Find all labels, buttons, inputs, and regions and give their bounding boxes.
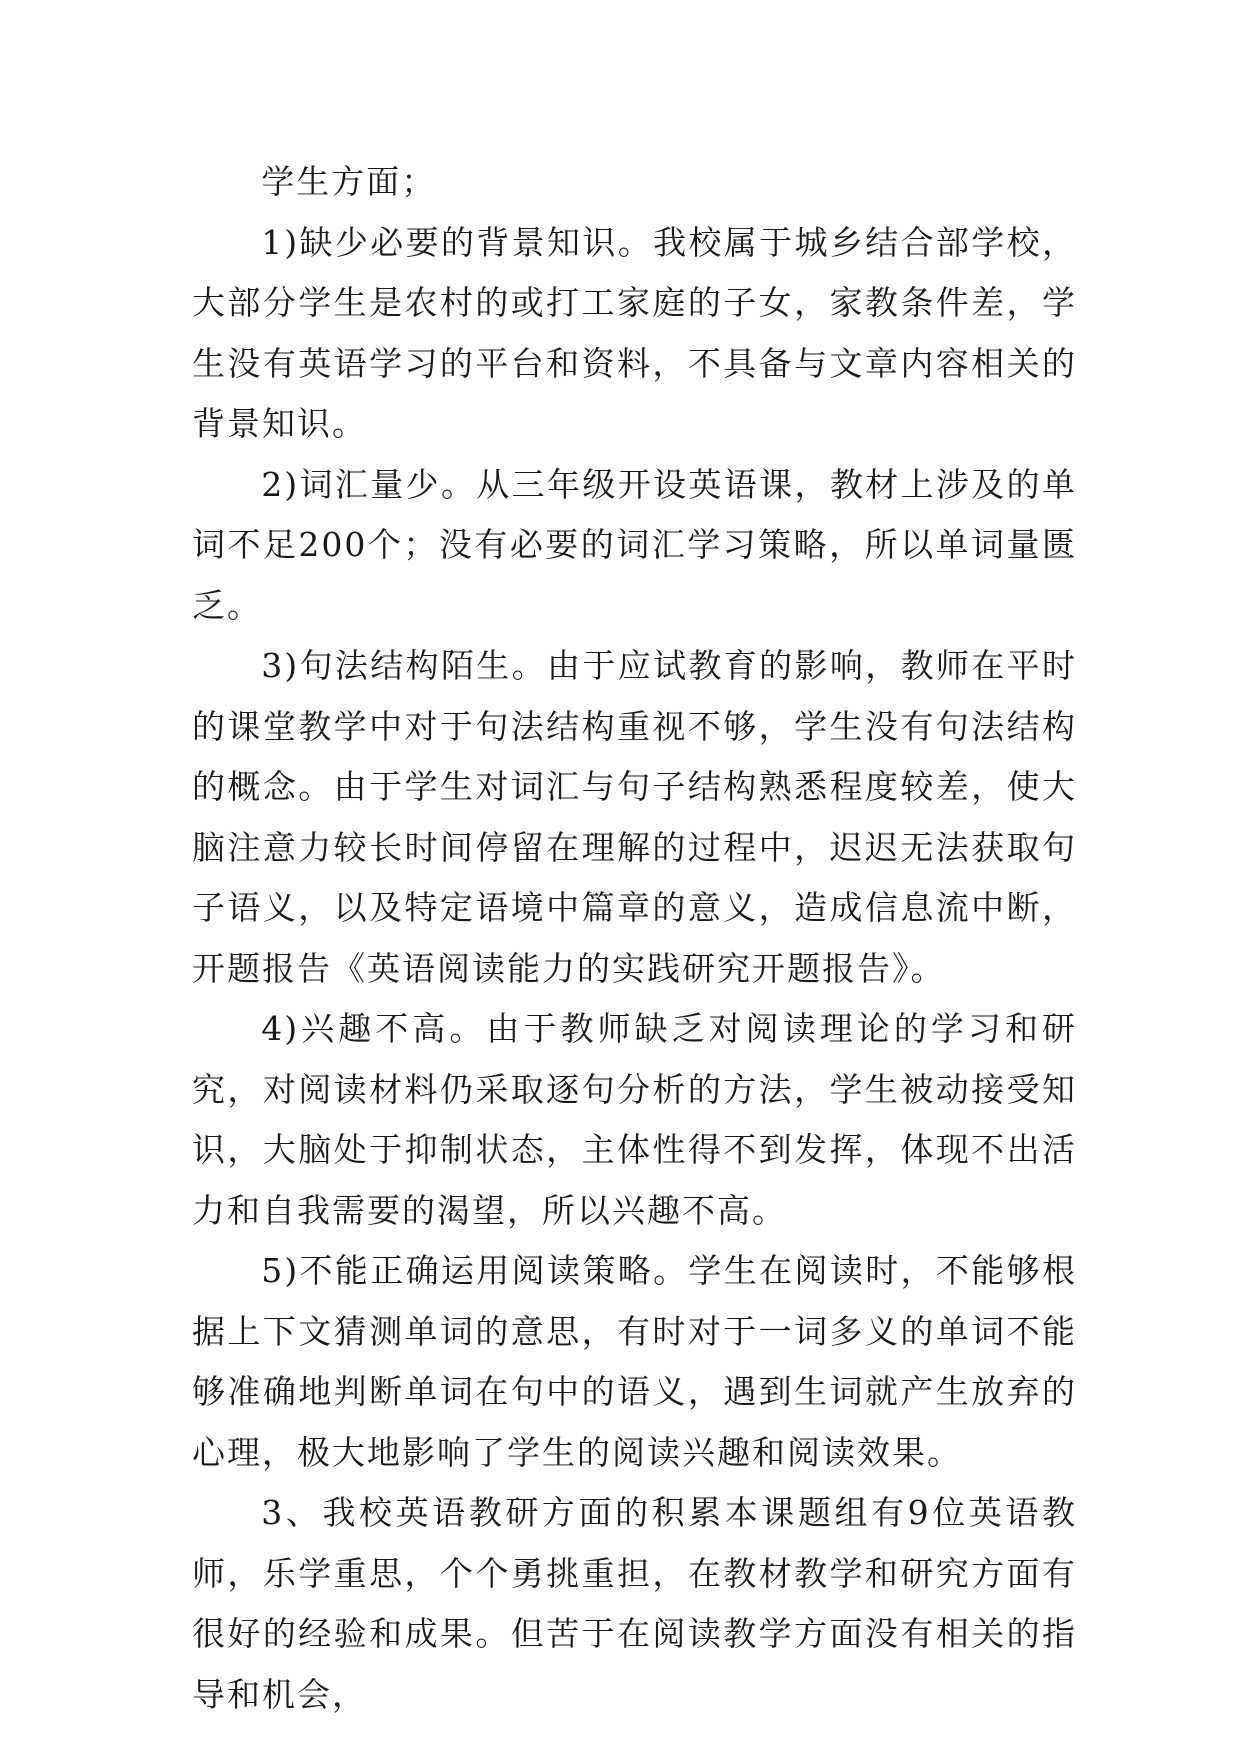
paragraph-syntax: 3)句法结构陌生。由于应试教育的影响，教师在平时的课堂教学中对于句法结构重视不够，学生没有句法结构的概念。由于学生对词汇与句子结构熟悉程度较差，使大脑注意力较长时间停留在理解的过程中，迟迟无法获取句子语义，以及特定语境中篇章的意义，造成信息流中断，开题报告《英语阅读能力的实践研究开题报告》。 (192, 646, 1077, 988)
paragraph-interest: 4)兴趣不高。由于教师缺乏对阅读理论的学习和研究，对阅读材料仍采取逐句分析的方法，学生被动接受知识，大脑处于抑制状态，主体性得不到发挥，体现不出活力和自我需要的渴望，所以兴趣不高。 (192, 1009, 1077, 1230)
paragraph-background-knowledge: 1)缺少必要的背景知识。我校属于城乡结合部学校，大部分学生是农村的或打工家庭的子女，家教条件差，学生没有英语学习的平台和资料，不具备与文章内容相关的背景知识。 (192, 222, 1077, 443)
paragraph-teaching-research: 3、我校英语教研方面的积累本课题组有9位英语教师，乐学重思，个个勇挑重担，在教材教学和研究方面有很好的经验和成果。但苦于在阅读教学方面没有相关的指导和机会， (192, 1493, 1077, 1714)
paragraph-student-aspect: 学生方面； (261, 162, 437, 201)
paragraph-reading-strategy: 5)不能正确运用阅读策略。学生在阅读时，不能够根据上下文猜测单词的意思，有时对于一词多义的单词不能够准确地判断单词在句中的语义，遇到生词就产生放弃的心理，极大地影响了学生的阅读兴趣和阅读效果。 (192, 1251, 1077, 1472)
paragraph-vocabulary: 2)词汇量少。从三年级开设英语课，教材上涉及的单词不足200个；没有必要的词汇学习策略，所以单词量匮乏。 (192, 464, 1077, 625)
document-body (192, 152, 1077, 1725)
